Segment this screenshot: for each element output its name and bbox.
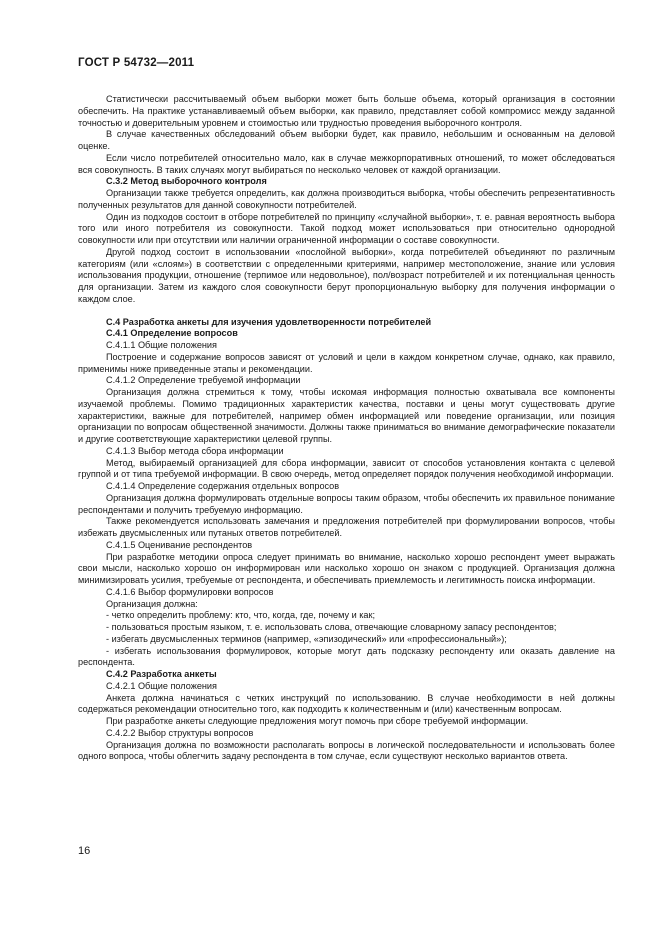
page-number: 16 (78, 845, 91, 857)
section-heading: С.3.2 Метод выборочного контроля (106, 176, 267, 187)
subsection-heading: С.4.1.5 Оценивание респондентов (106, 539, 253, 550)
list-item: - четко определить проблему: кто, что, когда, где, почему и как; (106, 610, 376, 621)
subsection-heading: С.4.1.6 Выбор формулировки вопросов (106, 586, 274, 597)
paragraph: Организация должна по возможности располагать вопросы в логической последовательности и использовать более одного вопроса, чтобы облегчить задачу респондента в том случае, если существуют несколько вариантов ответа. (78, 739, 615, 762)
list-item: - избегать использования формулировок, которые могут дать подсказку респонденту или оказать давление на респондента. (78, 645, 615, 668)
document-body (78, 94, 615, 763)
paragraph: Построение и содержание вопросов зависят от условий и цели в каждом конкретном случае, однако, как правило, применимы ниже приведенные этапы и рекомендации. (78, 351, 615, 374)
paragraph: Организации также требуется определить, как должна производиться выборка, чтобы обеспечить репрезентативность полученных результатов для данной совокупности потребителей. (78, 188, 615, 210)
paragraph: Другой подход состоит в использовании «послойной выборки», когда потребителей объединяют по различным категориям (или «слоям») в соответствии с определенными критериями, например местоположение, знание или условия использования продукции, отношение (терпимое или недовольное), пол/возраст потребителей и их потенциальная ценность для организации. Затем из каждого слоя совокупности берут пропорциональную выборку для получения информации о каждом слое. (78, 246, 615, 304)
document-header: ГОСТ Р 54732—2011 (78, 57, 195, 69)
paragraph: Организация должна формулировать отдельные вопросы таким образом, чтобы обеспечить их правильное понимание респондентами и получить требуемую информацию. (78, 492, 615, 515)
paragraph: Организация должна: (106, 598, 198, 609)
paragraph: При разработке методики опроса следует принимать во внимание, насколько хорошо респондент умеет выражать свои мысли, насколько хорошо он информирован или насколько хорошо он знаком с продукцией. Организация должна минимизировать усилия, требуемые от респондента, и обеспечивать приемлемость и легитимность поиска информации. (78, 551, 615, 585)
paragraph: При разработке анкеты следующие предложения могут помочь при сборе требуемой информации. (106, 716, 529, 726)
paragraph: Метод, выбираемый организацией для сбора информации, зависит от способов установления контакта с целевой группой и от типа требуемой информации. В свою очередь, метод определяет порядок получения необходимой информации. (78, 457, 615, 480)
paragraph: Если число потребителей относительно мало, как в случае межкорпоративных отношений, то может обследоваться вся совокупность. В таких случаях могут выбираться по несколько человек от каждой организации. (78, 152, 615, 175)
paragraph: Организация должна стремиться к тому, чтобы искомая информация полностью охватывала все компоненты изучаемой проблемы. Помимо традиционных характеристик качества, поставки и цены могут существовать другие характеристики, важные для потребителей, например обмен информацией или поведение организации, или позиция организации по вопросам общественной значимости. Должны также приниматься во внимание демографические показатели и другие соответствующие характеристики целевой группы. (78, 387, 615, 444)
paragraph: Один из подходов состоит в отборе потребителей по принципу «случайной выборки», т. е. равная вероятность выбора того или иного потребителя из совокупности. Такой подход может использоваться при относительно однородной совокупности или при отсутствии или наличии ограниченной информации о составе совокупности. (78, 211, 615, 245)
subsection-heading: С.4.2.2 Выбор структуры вопросов (106, 727, 254, 738)
paragraph: Статистически рассчитываемый объем выборки может быть больше объема, который организация в состоянии обеспечить. На практике устанавливаемый объем выборки, как правило, представляет собой компромисс между заданной точностью и доверительным уровнем и стоимостью или трудностью проведения выборочного контроля. (78, 94, 615, 128)
subsection-heading: С.4.1.2 Определение требуемой информации (106, 375, 301, 386)
subsection-heading: С.4.1.4 Определение содержания отдельных вопросов (106, 481, 340, 491)
section-heading: С.4.1 Определение вопросов (106, 328, 238, 339)
list-item: - пользоваться простым языком, т. е. использовать слова, отвечающие словарному запасу респондентов; (106, 622, 557, 632)
section-heading: С.4.2 Разработка анкеты (106, 669, 217, 679)
subsection-heading: С.4.1.1 Общие положения (106, 340, 217, 350)
paragraph: Анкета должна начинаться с четких инструкций по использованию. В случае необходимости в ней должны содержаться рекомендации относительно того, как подходить к количественным и (или) качественным вопросам. (78, 692, 615, 715)
paragraph: В случае качественных обследований объем выборки будет, как правило, небольшим и основанным на деловой оценке. (78, 129, 615, 151)
subsection-heading: С.4.1.3 Выбор метода сбора информации (106, 445, 284, 456)
paragraph: Также рекомендуется использовать замечания и предложения потребителей при формулировании вопросов, чтобы избежать двусмысленных или путаных ответов потребителей. (78, 516, 615, 538)
subsection-heading: С.4.2.1 Общие положения (106, 680, 217, 691)
section-heading: С.4 Разработка анкеты для изучения удовлетворенности потребителей (106, 316, 432, 327)
list-item: - избегать двусмысленных терминов (например, «эпизодический» или «профессиональный»); (106, 633, 507, 644)
